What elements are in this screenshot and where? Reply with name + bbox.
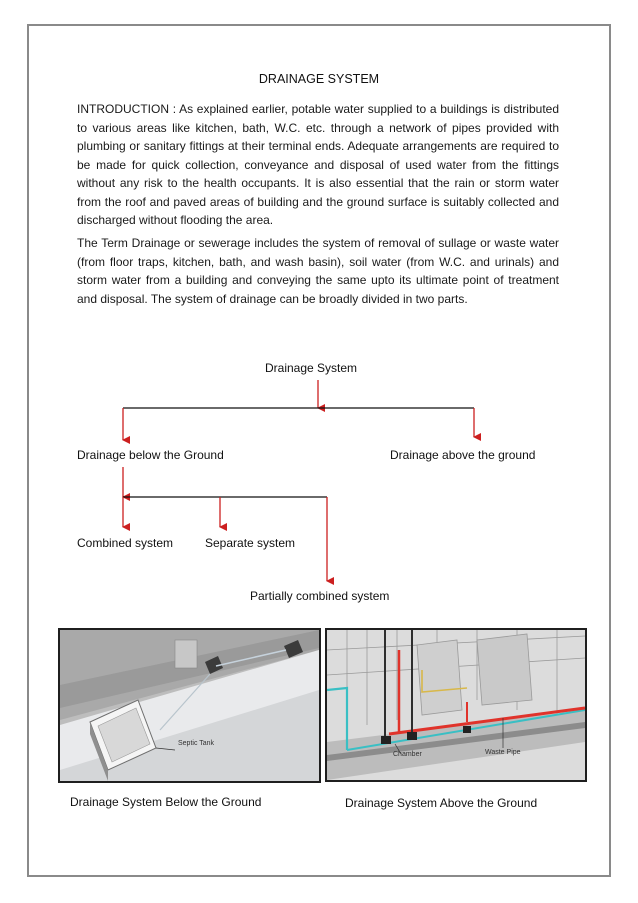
tree-partial: Partially combined system [250, 589, 390, 603]
septic-tank-label: Septic Tank [178, 740, 215, 747]
tree-below-ground: Drainage below the Ground [77, 448, 224, 462]
chamber-label: Chamber [393, 751, 422, 758]
definition-paragraph: The Term Drainage or sewerage includes the system of removal of sullage or waste water (from floor traps, kitchen, bath, and wash basin), soil water (from W.C. and urinals) and storm water from a building and conveying the same upto its ultimate point of treatment and disposal. The system of drainage can be broadly divided in two parts. [77, 236, 559, 306]
figure-above-ground [325, 628, 587, 782]
waste-pipe-label: Waste Pipe [485, 749, 521, 756]
caption-above-ground: Drainage System Above the Ground [345, 796, 538, 810]
caption-below-ground: Drainage System Below the Ground [70, 795, 262, 809]
document-title: DRAINAGE SYSTEM [258, 72, 380, 86]
tree-root: Drainage System [265, 361, 358, 375]
figure-below-ground [58, 628, 321, 783]
tree-above-ground: Drainage above the ground [390, 448, 536, 462]
tree-separate: Separate system [205, 536, 296, 550]
tree-combined: Combined system [77, 536, 174, 550]
intro-paragraph: INTRODUCTION : As explained earlier, potable water supplied to a buildings is distributed to various areas like kitchen, bath, W.C. etc. through a network of pipes provided with plumbing or sanitary fittings at their terminal ends. Adequate arrangements are required to be made for quick collection, conveyance and disposal of used water from the fittings without any risk to the health occupants. It is also essential that the rain or storm water from the roof and paved areas of building and the ground surface is suitably collected and discharged without flooding the area. [77, 102, 559, 227]
